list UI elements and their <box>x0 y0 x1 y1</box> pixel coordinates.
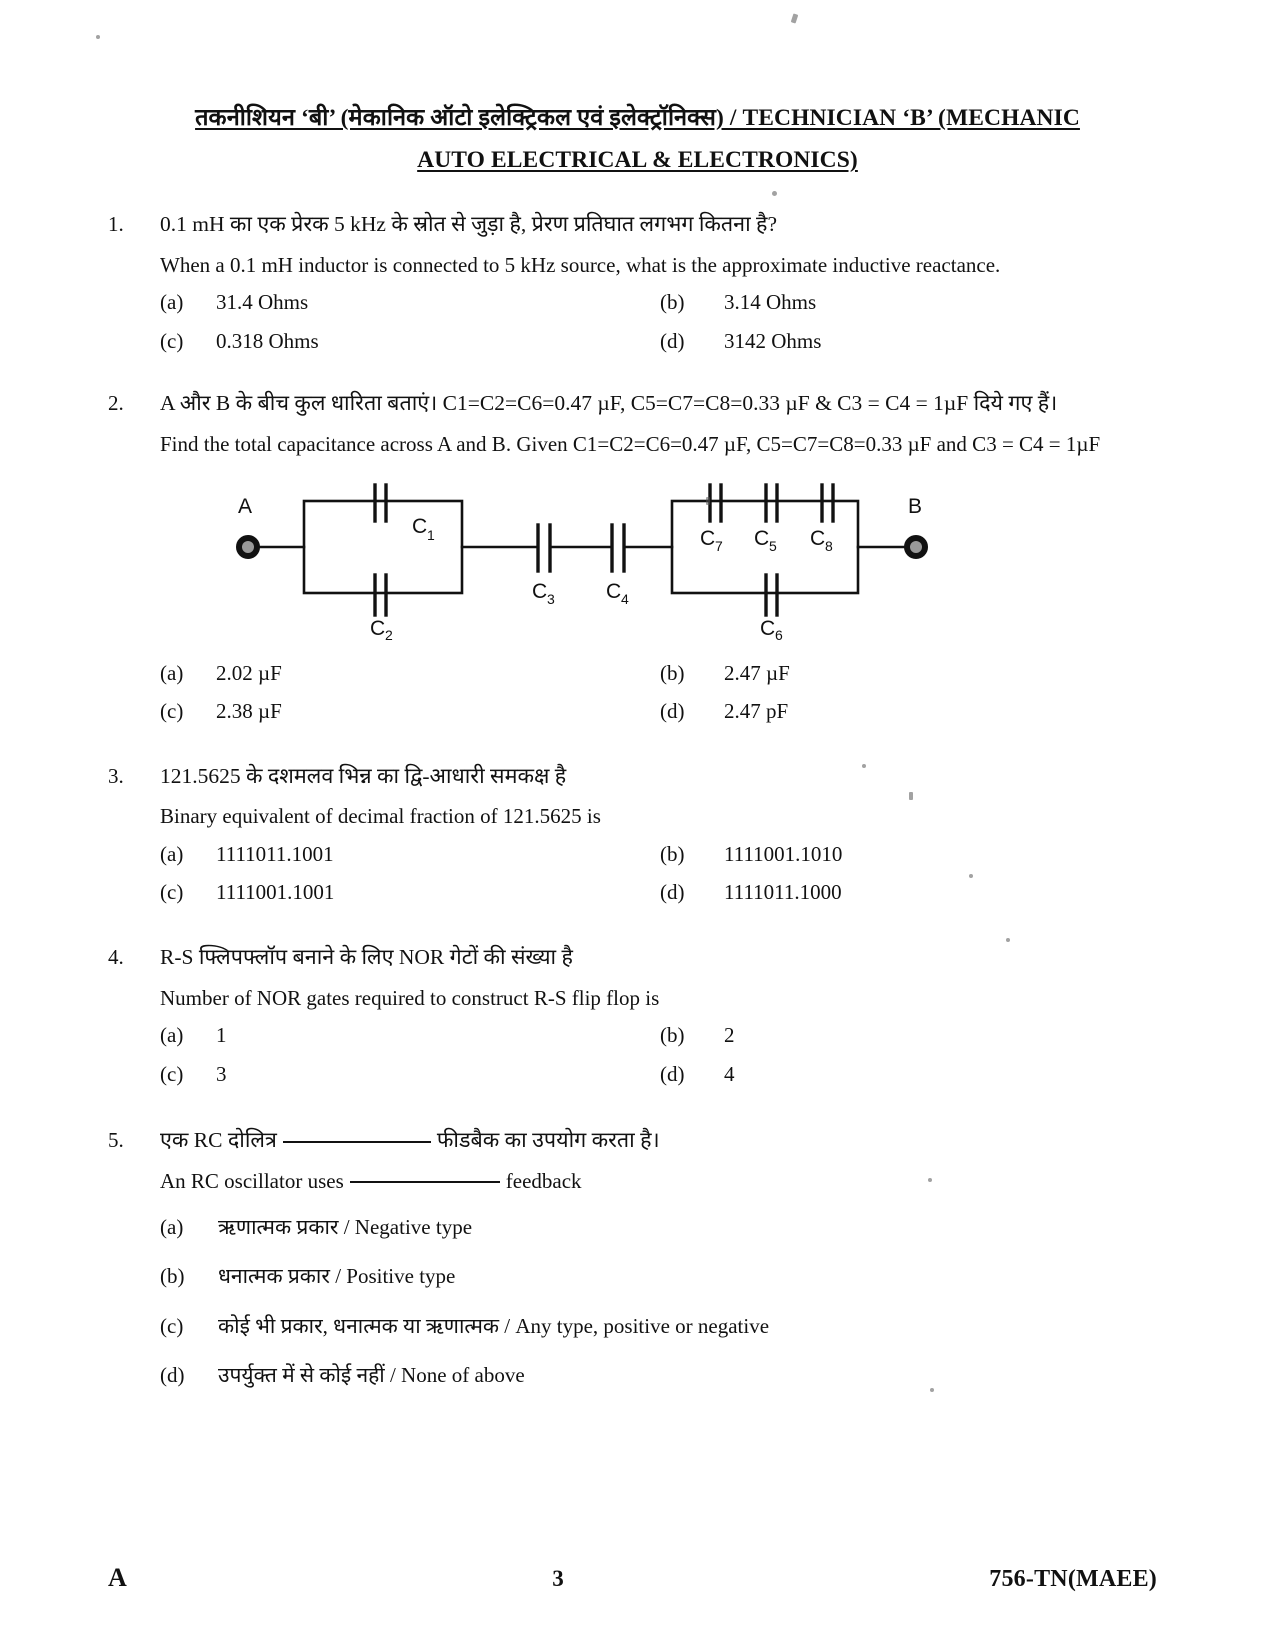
question-1-option-a[interactable] <box>160 287 660 319</box>
question-1 <box>108 207 1160 364</box>
circuit-label-c5-sub: 5 <box>769 537 777 554</box>
option-label: 2.38 µF <box>216 699 282 724</box>
question-5-option-a[interactable] <box>160 1212 1160 1244</box>
option-key: (d) <box>660 699 685 724</box>
exam-header-line-2 <box>118 142 1157 178</box>
question-3-option-d[interactable] <box>660 877 1160 909</box>
option-row <box>160 658 1160 690</box>
option-label: 3.14 Ohms <box>724 290 817 315</box>
option-label: 2 <box>724 1023 735 1048</box>
option-key: (d) <box>660 328 685 353</box>
option-label: उपर्युक्त में से कोई नहीं / None of above <box>218 1363 525 1388</box>
circuit-label-c5: C <box>754 526 770 550</box>
option-label: 3 <box>216 1061 227 1086</box>
option-label: 1 <box>216 1023 227 1048</box>
circuit-label-c1-sub: 1 <box>427 526 435 543</box>
exam-header-line-1-text: तकनीशियन ‘बी’ (मेकानिक ऑटो इलेक्ट्रिकल एवं इलेक्ट्रॉनिक्स) / TECHNICIAN ‘B’ (MECHANIC <box>195 105 1080 131</box>
scan-speck <box>706 497 710 505</box>
question-4-number: 4. <box>108 944 124 969</box>
option-key: (d) <box>660 1061 685 1086</box>
circuit-label-c7: C <box>700 526 716 550</box>
question-2-option-b[interactable] <box>660 658 1160 690</box>
question-5-option-d[interactable] <box>160 1360 1160 1392</box>
option-key: (a) <box>160 660 184 685</box>
option-label: ऋणात्मक प्रकार / Negative type <box>218 1214 473 1239</box>
question-2-hindi: A और B के बीच कुल धारिता बताएं। C1=C2=C6=0.47 µF, C5=C7=C8=0.33 µF & C3 = C4 = 1µF दिये गए हैं। <box>160 391 1058 416</box>
question-2-option-a[interactable] <box>160 658 660 690</box>
option-label: 0.318 Ohms <box>216 328 319 353</box>
question-5-english-after: feedback <box>505 1169 582 1194</box>
circuit-label-c2-sub: 2 <box>385 626 393 640</box>
question-1-option-b[interactable] <box>660 287 1160 319</box>
scan-speck <box>772 191 777 196</box>
question-3-option-b[interactable] <box>660 839 1160 871</box>
scan-speck <box>930 1388 934 1392</box>
option-label: 2.47 µF <box>724 660 790 685</box>
option-label: 2.02 µF <box>216 660 282 685</box>
question-4-option-b[interactable] <box>660 1020 1160 1052</box>
scan-speck <box>969 874 973 878</box>
option-row <box>160 877 1160 909</box>
circuit-label-c4-sub: 4 <box>621 590 629 607</box>
option-label: 1111001.1010 <box>724 841 843 866</box>
question-2-option-d[interactable] <box>660 696 1160 728</box>
option-key: (a) <box>160 290 184 315</box>
option-key: (b) <box>160 1264 185 1289</box>
exam-header-line-1 <box>118 100 1157 136</box>
question-2-english: Find the total capacitance across A and B. Given C1=C2=C6=0.47 µF, C5=C7=C8=0.33 µF and C3 = C4 = 1µF <box>160 432 1101 457</box>
question-1-number: 1. <box>108 211 124 236</box>
circuit-label-c1: C <box>412 514 428 538</box>
question-4-option-d[interactable] <box>660 1059 1160 1091</box>
scan-speck <box>909 792 913 800</box>
option-row <box>160 287 1160 319</box>
option-row <box>160 1059 1160 1091</box>
option-row <box>160 1020 1160 1052</box>
page-footer <box>0 1563 1275 1593</box>
question-3-option-c[interactable] <box>160 877 660 909</box>
question-list <box>0 207 1275 1410</box>
option-row <box>160 839 1160 871</box>
option-key: (a) <box>160 1214 184 1239</box>
option-key: (a) <box>160 841 184 866</box>
scan-speck <box>862 764 866 768</box>
question-5-options <box>160 1212 1160 1392</box>
circuit-label-c6: C <box>760 616 776 640</box>
circuit-label-c8: C <box>810 526 826 550</box>
question-3-english: Binary equivalent of decimal fraction of 121.5625 is <box>160 804 601 829</box>
question-2-option-c[interactable] <box>160 696 660 728</box>
option-key: (d) <box>160 1363 185 1388</box>
question-4-options <box>160 1020 1160 1090</box>
question-5-hindi-after: फीडबैक का उपयोग करता है। <box>436 1128 660 1153</box>
option-key: (a) <box>160 1023 184 1048</box>
scan-speck <box>96 35 100 39</box>
option-key: (c) <box>160 880 184 905</box>
question-1-option-c[interactable] <box>160 326 660 358</box>
capacitor-circuit-figure <box>160 475 1160 640</box>
question-2 <box>108 386 1160 734</box>
option-key: (b) <box>660 1023 685 1048</box>
paper-code: 756-TN(MAEE) <box>989 1566 1157 1592</box>
question-3 <box>108 759 1160 916</box>
circuit-label-c6-sub: 6 <box>775 626 783 640</box>
circuit-label-c8-sub: 8 <box>825 537 833 554</box>
question-4-option-a[interactable] <box>160 1020 660 1052</box>
question-3-hindi: 121.5625 के दशमलव भिन्न का द्वि-आधारी समकक्ष है <box>160 763 567 788</box>
question-4-english: Number of NOR gates required to construct R-S flip flop is <box>160 985 660 1010</box>
option-key: (c) <box>160 699 184 724</box>
option-label: 4 <box>724 1061 735 1086</box>
option-key: (c) <box>160 1061 184 1086</box>
option-key: (b) <box>660 841 685 866</box>
fill-blank-rule <box>350 1181 500 1183</box>
question-5 <box>108 1123 1160 1409</box>
question-3-number: 3. <box>108 763 124 788</box>
option-label: कोई भी प्रकार, धनात्मक या ऋणात्मक / Any type, positive or negative <box>218 1313 770 1338</box>
option-key: (b) <box>660 290 685 315</box>
option-key: (c) <box>160 1313 184 1338</box>
scan-speck <box>1006 938 1010 942</box>
circuit-label-c3-sub: 3 <box>547 590 555 607</box>
scan-speck <box>791 13 799 23</box>
circuit-label-c2: C <box>370 616 386 640</box>
page-number: 3 <box>552 1566 564 1591</box>
question-5-english-before: An RC oscillator uses <box>160 1169 344 1194</box>
option-label: 2.47 pF <box>724 699 789 724</box>
question-5-option-c[interactable] <box>160 1311 1160 1343</box>
option-label: 1111011.1001 <box>216 841 334 866</box>
option-label: 1111011.1000 <box>724 880 842 905</box>
option-row <box>160 326 1160 358</box>
question-3-option-a[interactable] <box>160 839 660 871</box>
question-1-options <box>160 287 1160 357</box>
circuit-label-c4: C <box>606 579 622 603</box>
circuit-label-b: B <box>908 494 923 518</box>
question-1-english: When a 0.1 mH inductor is connected to 5 kHz source, what is the approximate inductive reactance. <box>160 252 1001 277</box>
question-5-english <box>160 1165 1160 1198</box>
circuit-label-a: A <box>238 494 253 518</box>
fill-blank-rule <box>283 1141 431 1143</box>
question-3-options <box>160 839 1160 909</box>
option-label: 31.4 Ohms <box>216 290 309 315</box>
question-4-option-c[interactable] <box>160 1059 660 1091</box>
exam-header-line-2-text: AUTO ELECTRICAL & ELECTRONICS) <box>417 147 858 174</box>
question-1-hindi: 0.1 mH का एक प्रेरक 5 kHz के स्रोत से जुड़ा है, प्रेरण प्रतिघात लगभग कितना है? <box>160 211 778 236</box>
option-key: (c) <box>160 328 184 353</box>
circuit-label-c3: C <box>532 579 548 603</box>
question-2-number: 2. <box>108 391 124 416</box>
option-label: 3142 Ohms <box>724 328 822 353</box>
option-row <box>160 696 1160 728</box>
question-5-number: 5. <box>108 1128 124 1153</box>
question-1-option-d[interactable] <box>660 326 1160 358</box>
question-4 <box>108 940 1160 1097</box>
circuit-label-c7-sub: 7 <box>715 537 723 554</box>
option-key: (b) <box>660 660 685 685</box>
question-5-hindi <box>160 1123 1160 1158</box>
question-5-hindi-before: एक RC दोलित्र <box>160 1128 277 1153</box>
option-key: (d) <box>660 880 685 905</box>
question-5-option-b[interactable] <box>160 1261 1160 1293</box>
question-2-options <box>160 658 1160 728</box>
booklet-set-code: A <box>108 1563 127 1592</box>
capacitor-circuit-svg <box>220 475 940 640</box>
option-label: धनात्मक प्रकार / Positive type <box>218 1264 456 1289</box>
option-label: 1111001.1001 <box>216 880 335 905</box>
scan-speck <box>928 1178 932 1182</box>
question-4-hindi: R-S फ्लिपफ्लॉप बनाने के लिए NOR गेटों की संख्या है <box>160 944 573 969</box>
exam-header <box>0 100 1275 179</box>
